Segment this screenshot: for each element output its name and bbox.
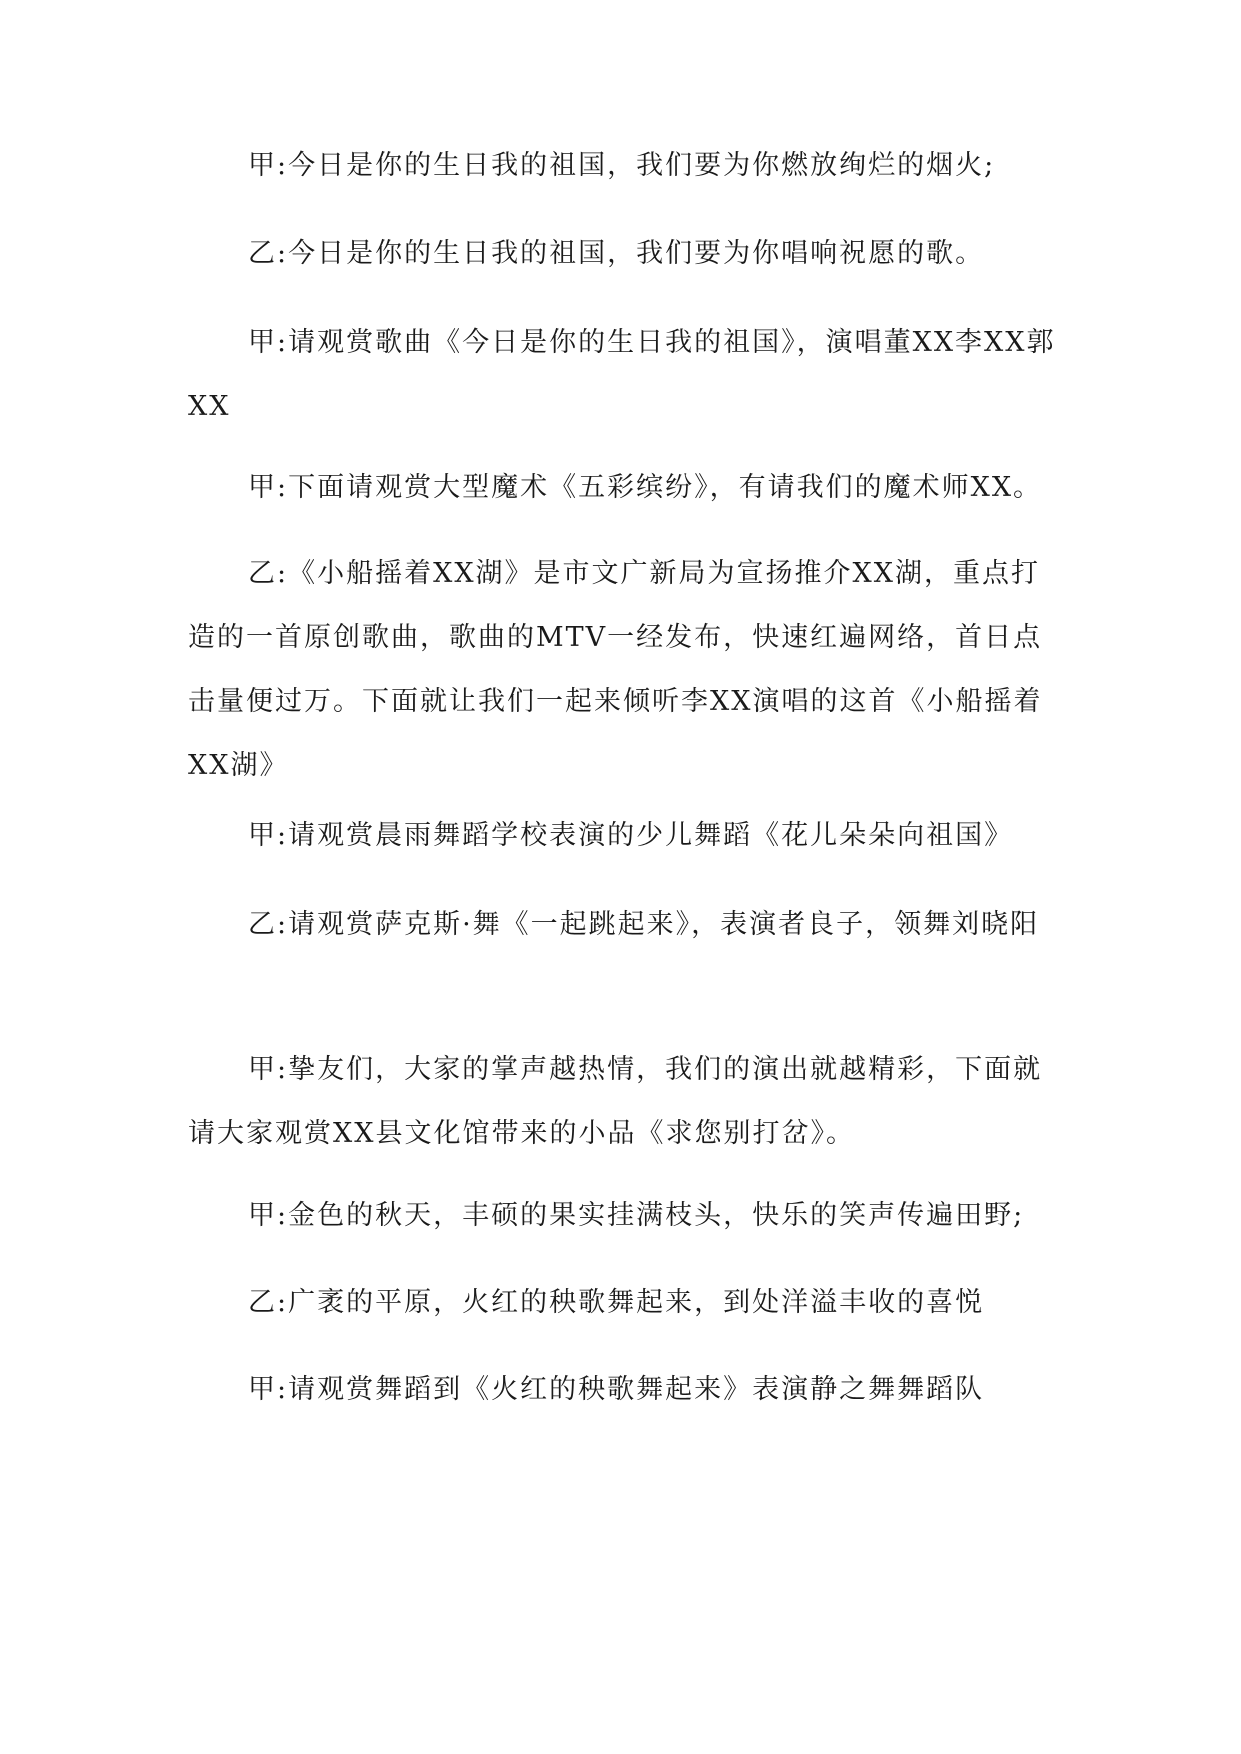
paragraph-5: 乙:《小船摇着XX湖》是市文广新局为宣扬推介XX湖，重点打造的一首原创歌曲，歌曲的MTV一经发布，快速红遍网络，首日点击量便过万。下面就让我们一起来倾听李XX演唱的这首《小船摇着XX湖》	[188, 558, 1043, 781]
paragraph-6: 甲:请观赏晨雨舞蹈学校表演的少儿舞蹈《花儿朵朵向祖国》	[248, 820, 1014, 851]
paragraph-8: 甲:挚友们，大家的掌声越热情，我们的演出就越精彩，下面就请大家观赏XX县文化馆带来的小品《求您别打岔》。	[188, 1054, 1043, 1149]
paragraph-2: 乙:今日是你的生日我的祖国，我们要为你唱响祝愿的歌。	[248, 238, 985, 269]
paragraph-9: 甲:金色的秋天，丰硕的果实挂满枝头，快乐的笑声传遍田野;	[248, 1200, 1025, 1231]
paragraph-3: 甲:请观赏歌曲《今日是你的生日我的祖国》，演唱董XX李XX郭XX	[188, 327, 1056, 422]
paragraph-4: 甲:下面请观赏大型魔术《五彩缤纷》，有请我们的魔术师XX。	[248, 472, 1043, 503]
paragraph-10: 乙:广袤的平原，火红的秧歌舞起来，到处洋溢丰收的喜悦	[248, 1287, 985, 1318]
paragraph-11: 甲:请观赏舞蹈到《火红的秧歌舞起来》表演静之舞舞蹈队	[248, 1374, 985, 1405]
paragraph-7: 乙:请观赏萨克斯·舞《一起跳起来》，表演者良子，领舞刘晓阳	[248, 909, 1040, 940]
paragraph-1: 甲:今日是你的生日我的祖国，我们要为你燃放绚烂的烟火;	[248, 150, 996, 181]
